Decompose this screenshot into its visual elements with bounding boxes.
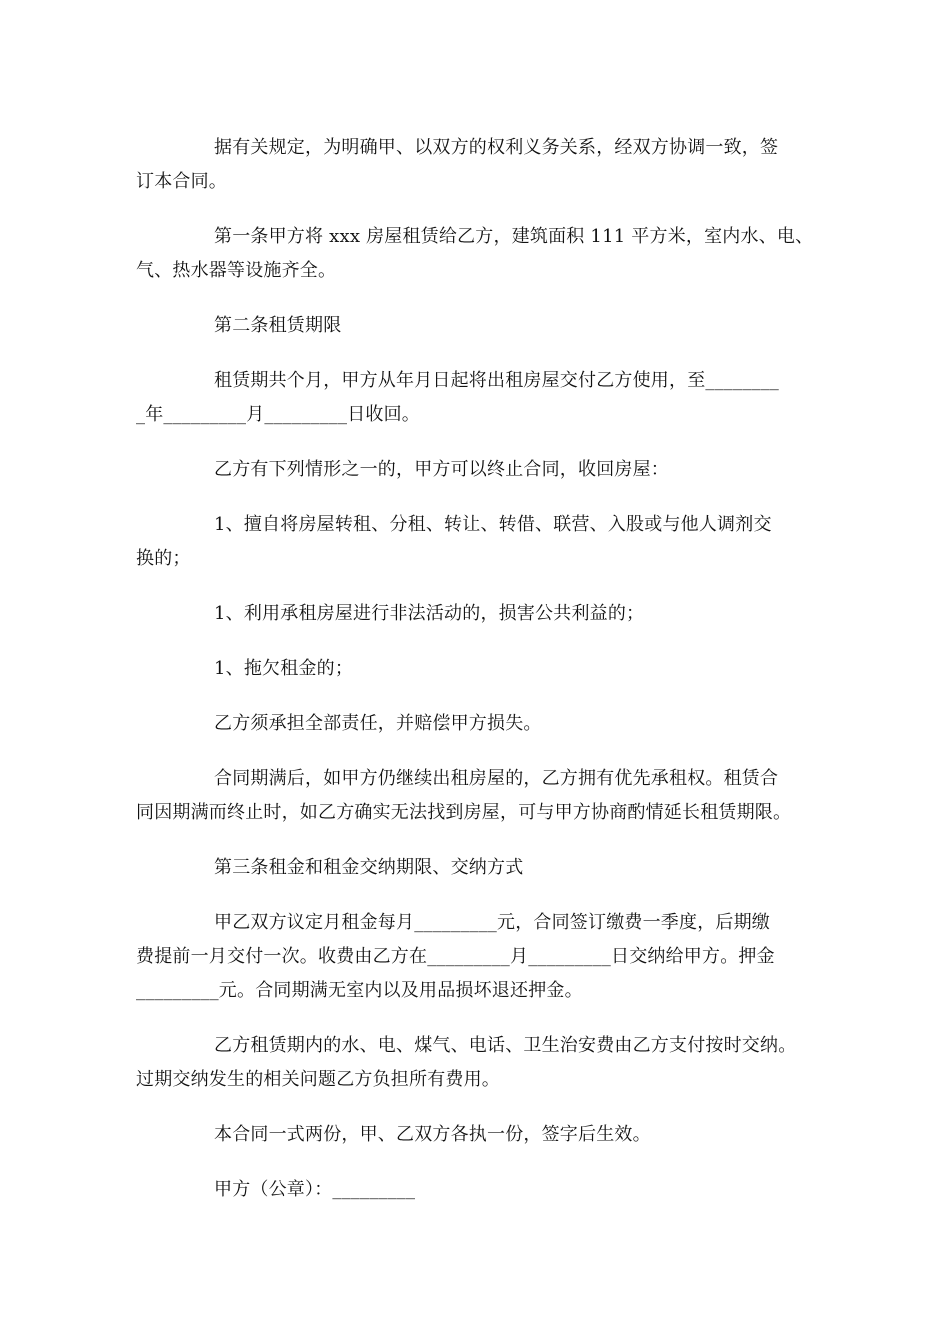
condition-item: 1、拖欠租金的； — [214, 658, 354, 679]
rent-line: 费提前一月交付一次。收费由乙方在_________月_________日交纳给甲方。押金 — [136, 946, 775, 967]
liability-line: 乙方须承担全部责任，并赔偿甲方损失。 — [214, 713, 542, 734]
renewal-line: 合同期满后，如甲方仍继续出租房屋的，乙方拥有优先承租权。租赁合 — [214, 768, 779, 789]
fees-line: 乙方租赁期内的水、电、煤气、电话、卫生治安费由乙方支付按时交纳。 — [214, 1035, 797, 1056]
article-1-line: 第一条甲方将 xxx 房屋租赁给乙方，建筑面积 111 平方米，室内水、电、 — [214, 226, 814, 247]
paragraph-line: 据有关规定，为明确甲、以双方的权利义务关系，经双方协调一致，签 — [214, 137, 779, 158]
copies-line: 本合同一式两份，甲、乙双方各执一份，签字后生效。 — [214, 1124, 651, 1145]
fees-line: 过期交纳发生的相关问题乙方负担所有费用。 — [136, 1069, 500, 1090]
article-2-heading: 第二条租赁期限 — [214, 315, 342, 336]
condition-item: 1、利用承租房屋进行非法活动的，损害公共利益的； — [214, 603, 645, 624]
rent-line: _________元。合同期满无室内以及用品损坏退还押金。 — [136, 980, 583, 1001]
article-1-line: 气、热水器等设施齐全。 — [136, 260, 337, 281]
renewal-line: 同因期满而终止时，如乙方确实无法找到房屋，可与甲方协商酌情延长租赁期限。 — [136, 802, 792, 823]
article-3-heading: 第三条租金和租金交纳期限、交纳方式 — [214, 857, 524, 878]
lease-term-line: 租赁期共个月，甲方从年月日起将出租房屋交付乙方使用，至________ — [214, 370, 779, 391]
termination-conditions: 乙方有下列情形之一的，甲方可以终止合同，收回房屋： — [214, 459, 669, 480]
paragraph-line: 订本合同。 — [136, 171, 227, 192]
condition-item: 1、擅自将房屋转租、分租、转让、转借、联营、入股或与他人调剂交 — [214, 514, 772, 535]
condition-item: 换的； — [136, 548, 191, 569]
party-a-seal-line: 甲方（公章）：_________ — [214, 1179, 416, 1200]
lease-term-line: _年_________月_________日收回。 — [136, 404, 420, 425]
rent-line: 甲乙双方议定月租金每月_________元，合同签订缴费一季度，后期缴 — [214, 912, 770, 933]
